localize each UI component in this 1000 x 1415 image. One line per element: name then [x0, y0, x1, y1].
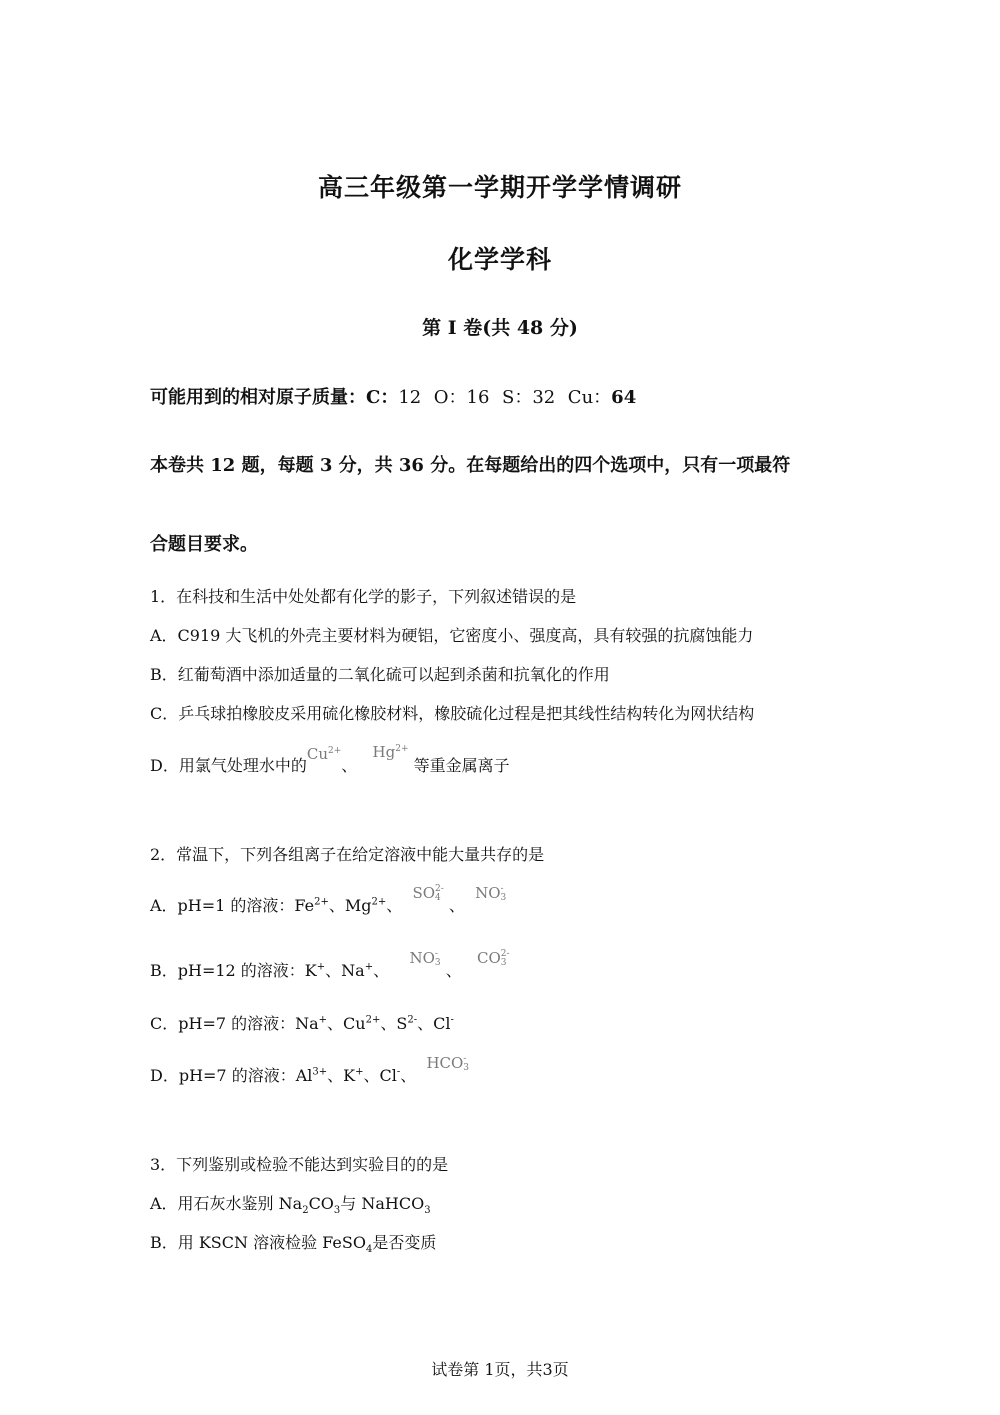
nitrate-formula [409, 949, 440, 967]
potassium-text: 、K [327, 1066, 356, 1085]
option-d-separator: 、 [341, 756, 358, 775]
part-title: 第 I 卷(共 48 分) [422, 317, 578, 339]
nitrate-charge: - [500, 884, 504, 894]
sulfate-subscript: 4 [365, 1244, 373, 1256]
copper-text: 、Cu [327, 1014, 366, 1033]
sulfate-formula [412, 884, 443, 902]
copper-ion-charge: 2+ [327, 746, 342, 756]
sulfide-text: 、S [380, 1014, 408, 1033]
question-2-option-a [150, 884, 507, 916]
carbonate-subscript: 3 [333, 1205, 341, 1217]
page-footer: 试卷第 1页，共3页 [431, 1360, 569, 1379]
magnesium-charge: 2+ [371, 896, 387, 908]
option-a-prefix: A．pH=1 的溶液：Fe [150, 896, 315, 915]
mercury-ion-symbol: Hg [372, 743, 396, 761]
carbonate-symbol: CO [308, 1194, 334, 1213]
option-b-suffix: 是否变质 [372, 1233, 437, 1252]
carbonate-formula [477, 949, 510, 967]
separator: 、 [373, 961, 390, 980]
chloride-charge: - [450, 1014, 454, 1026]
separator: 、 [445, 961, 462, 980]
magnesium-text: 、Mg [328, 896, 372, 915]
carbon-value: 12 [398, 387, 422, 408]
bicarbonate-charge: - [463, 1054, 467, 1064]
bicarbonate-text: 与 NaHCO [340, 1194, 425, 1213]
sodium-subscript: 2 [302, 1205, 309, 1217]
carbonate-subscript: 3 [500, 958, 507, 968]
chloride-text: 、Cl [417, 1014, 451, 1033]
nitrate-formula [475, 884, 506, 902]
sulfate-symbol: SO [412, 884, 436, 902]
chloride-charge: - [396, 1066, 401, 1078]
copper-ion-symbol: Cu [306, 745, 328, 763]
separator: 、 [400, 1066, 417, 1085]
mercury-ion-charge: 2+ [395, 744, 409, 754]
question-1-option-b: B．红葡萄酒中添加适量的二氧化硫可以起到杀菌和抗氧化的作用 [150, 665, 610, 684]
option-d-suffix: 等重金属离子 [413, 756, 510, 775]
subject-title: 化学学科 [447, 245, 552, 274]
instructions-line-1: 本卷共 12 题，每题 3 分，共 36 分。在每题给出的四个选项中，只有一项最符 [150, 455, 791, 476]
sulfur-label: S： [502, 387, 533, 408]
instructions-line-2: 合题目要求。 [150, 534, 258, 555]
question-3-option-b [150, 1230, 436, 1255]
copper-label: Cu： [567, 387, 612, 408]
option-c-prefix: C．pH=7 的溶液：Na [150, 1014, 319, 1033]
potassium-charge: + [355, 1066, 364, 1078]
nitrate-charge: - [434, 949, 438, 959]
question-2-option-b [150, 949, 510, 981]
question-2-option-d [150, 1054, 470, 1086]
sodium-charge: + [364, 961, 374, 973]
separator: 、 [386, 896, 403, 915]
question-3-stem: 3．下列鉴别或检验不能达到实验目的的是 [150, 1155, 449, 1174]
option-b-prefix: B．pH=12 的溶液：K [150, 961, 317, 980]
iron-charge: 2+ [314, 896, 329, 908]
sulfate-charge: 2- [435, 884, 444, 894]
option-d-prefix: D．用氯气处理水中的 [150, 756, 307, 775]
bicarbonate-subscript: 3 [424, 1205, 431, 1217]
nitrate-symbol: NO [409, 949, 435, 967]
page-title: 高三年级第一学期开学学情调研 [317, 173, 682, 202]
chloride-text: 、Cl [363, 1066, 397, 1085]
option-d-prefix: D．pH=7 的溶液：Al [150, 1066, 313, 1085]
sulfate-subscript: 4 [435, 893, 441, 903]
atomic-mass-label: 可能用到的相对原子质量： [150, 387, 366, 408]
question-1-option-a: A．C919 大飞机的外壳主要材料为硬铝，它密度小、强度高，具有较强的抗腐蚀能力 [150, 626, 754, 645]
option-a-prefix: A．用石灰水鉴别 Na [150, 1194, 303, 1213]
sodium-charge: + [318, 1014, 328, 1026]
carbon-label: C： [366, 387, 399, 408]
carbonate-symbol: CO [477, 949, 501, 967]
copper-ion-formula [307, 745, 341, 763]
mercury-ion-formula [373, 743, 409, 761]
separator: 、 [448, 896, 465, 915]
oxygen-value: 16 [466, 387, 490, 408]
carbonate-charge: 2- [500, 949, 510, 959]
copper-charge: 2+ [365, 1014, 381, 1026]
sulfide-charge: 2- [407, 1014, 418, 1026]
option-b-prefix: B．用 KSCN 溶液检验 FeSO [150, 1233, 366, 1252]
nitrate-subscript: 3 [434, 958, 441, 968]
bicarbonate-formula [426, 1054, 469, 1072]
question-2-stem: 2．常温下，下列各组离子在给定溶液中能大量共存的是 [150, 845, 545, 864]
question-1-option-c: C．乒乓球拍橡胶皮采用硫化橡胶材料，橡胶硫化过程是把其线性结构转化为网状结构 [150, 704, 755, 723]
sulfur-value: 32 [532, 387, 556, 408]
atomic-mass-line [150, 383, 636, 409]
nitrate-subscript: 3 [500, 893, 507, 903]
oxygen-label: O： [433, 387, 467, 408]
aluminium-charge: 3+ [312, 1066, 328, 1078]
bicarbonate-symbol: HCO [426, 1054, 464, 1072]
sodium-text: 、Na [325, 961, 365, 980]
question-2-option-c [150, 1011, 454, 1034]
nitrate-symbol: NO [475, 884, 501, 902]
question-1-option-d [150, 743, 510, 776]
potassium-charge: + [316, 961, 326, 973]
question-1-stem: 1．在科技和生活中处处都有化学的影子，下列叙述错误的是 [150, 587, 577, 606]
question-3-option-a [150, 1191, 431, 1216]
copper-value: 64 [611, 387, 637, 408]
bicarbonate-subscript: 3 [463, 1063, 470, 1073]
